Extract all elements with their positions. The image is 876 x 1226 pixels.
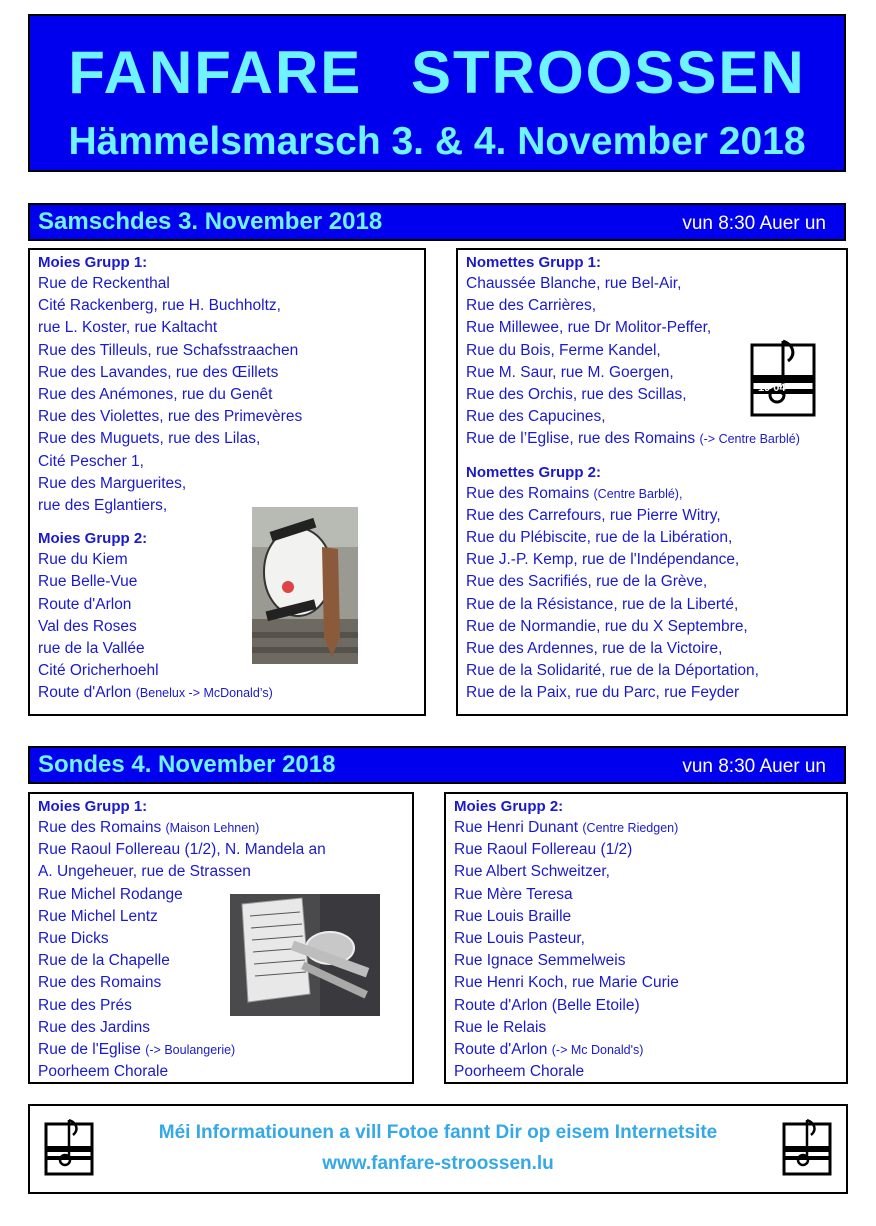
group-title: Moies Grupp 1:	[38, 798, 148, 815]
saturday-morning-box	[28, 248, 426, 716]
fanfare-logo-icon	[42, 1116, 96, 1180]
street-item: Rue des Marguerites,	[38, 474, 187, 492]
group-title: Nomettes Grupp 1:	[466, 254, 602, 271]
street-item: Rue de Reckenthal	[38, 275, 170, 292]
street-name: Rue des Romains	[38, 819, 162, 836]
street-item: Poorheem Chorale	[454, 1063, 585, 1081]
street-item: Rue du Plébiscite, rue de la Libération,	[466, 529, 733, 547]
street-item: Cité Oricherhoehl	[38, 662, 159, 680]
saturday-afternoon-box	[456, 248, 848, 716]
street-item: Rue du Bois, Ferme Kandel,	[466, 341, 661, 359]
street-name: Route d'Arlon	[38, 684, 132, 702]
street-note: (Benelux -> McDonald’s)	[135, 686, 273, 701]
street-item: Rue des Sacrifiés, rue de la Grève,	[466, 573, 708, 591]
street-item	[38, 817, 404, 839]
drum-photo	[252, 507, 358, 664]
street-item: Rue des Romains	[38, 974, 162, 992]
street-item: Route d'Arlon	[38, 595, 132, 613]
street-item: Rue J.-P. Kemp, rue de l'Indépendance,	[466, 551, 740, 569]
group-title: Moies Grupp 1:	[38, 254, 148, 271]
street-list	[38, 549, 416, 704]
street-item: rue de la Vallée	[38, 640, 145, 658]
street-item: Rue Ignace Semmelweis	[454, 952, 626, 970]
street-item: Rue des Prés	[38, 996, 132, 1014]
street-name: Route d'Arlon	[454, 1041, 548, 1059]
street-item: Rue Louis Braille	[454, 907, 572, 925]
street-item: Rue Belle-Vue	[38, 573, 138, 591]
street-item: Rue Dicks	[38, 930, 109, 948]
street-item: Rue du Kiem	[38, 551, 128, 569]
street-item: Rue Michel Lentz	[38, 907, 158, 925]
website-link[interactable]: www.fanfare-stroossen.lu	[322, 1153, 554, 1174]
street-item: rue L. Koster, rue Kaltacht	[38, 319, 218, 337]
street-item: Rue des Carrières,	[466, 297, 597, 315]
street-list	[454, 817, 838, 1083]
saturday-date: Samschdes 3. November 2018	[38, 208, 383, 235]
street-item	[454, 1039, 838, 1061]
street-name: Rue de l’Eglise, rue des Romains	[466, 430, 696, 448]
street-item: Rue Millewee, rue Dr Molitor-Peffer,	[466, 319, 712, 337]
street-item: Val des Roses	[38, 617, 137, 635]
street-name: Rue Henri Dunant	[454, 819, 579, 836]
street-item: Rue de la Paix, rue du Parc, rue Feyder	[466, 684, 740, 702]
street-item: Rue Raoul Follereau (1/2), N. Mandela an	[38, 841, 326, 859]
sunday-header	[28, 746, 846, 784]
street-list	[466, 483, 838, 705]
street-item: Rue Albert Schweitzer,	[454, 863, 610, 881]
street-item: Rue de la Résistance, rue de la Liberté,	[466, 595, 739, 613]
street-item	[38, 1039, 404, 1061]
street-item: Rue des Carrefours, rue Pierre Witry,	[466, 506, 721, 524]
street-item: Cité Pescher 1,	[38, 452, 144, 470]
street-note: (-> Mc Donald's)	[551, 1043, 644, 1058]
street-item: Rue des Capucines,	[466, 408, 606, 426]
street-item: Rue des Muguets, rue des Lilas,	[38, 430, 261, 448]
group-title: Nomettes Grupp 2:	[466, 463, 602, 481]
street-item: Rue Louis Pasteur,	[454, 930, 585, 948]
group-title: Moies Grupp 2:	[454, 798, 564, 815]
street-item	[38, 682, 416, 704]
street-note: (-> Boulangerie)	[145, 1043, 236, 1058]
street-item: Rue Mère Teresa	[454, 885, 573, 903]
street-item: Rue des Orchis, rue des Scillas,	[466, 386, 687, 404]
fanfare-logo-icon	[780, 1116, 834, 1180]
street-item: A. Ungeheuer, rue de Strassen	[38, 863, 251, 881]
saturday-header	[28, 203, 846, 241]
street-item: Rue Henri Koch, rue Marie Curie	[454, 974, 679, 992]
sunday-date: Sondes 4. November 2018	[38, 751, 336, 778]
street-item: Rue des Ardennes, rue de la Victoire,	[466, 640, 723, 658]
page-title: FANFARE STROOSSEN	[68, 39, 806, 106]
saturday-time: vun 8:30 Auer un	[682, 213, 826, 234]
street-name: Rue de l'Eglise	[38, 1041, 141, 1059]
trumpet-photo	[230, 894, 380, 1016]
street-note: (Centre Barblé),	[593, 486, 683, 501]
street-item: Rue Michel Rodange	[38, 885, 183, 903]
logo-text: 19 04	[758, 382, 786, 394]
street-item: Rue Raoul Follereau (1/2)	[454, 841, 633, 859]
group-title: Moies Grupp 2:	[38, 530, 148, 548]
street-item: Rue des Violettes, rue des Primevères	[38, 408, 303, 426]
fanfare-logo-icon	[744, 335, 822, 421]
street-note: (Maison Lehnen)	[165, 821, 260, 835]
footer-box	[28, 1104, 848, 1194]
street-item: Rue M. Saur, rue M. Goergen,	[466, 363, 674, 381]
street-item: Rue des Jardins	[38, 1018, 151, 1036]
street-note: (Centre Riedgen)	[582, 821, 679, 835]
street-item: Rue des Anémones, rue du Genêt	[38, 386, 273, 404]
street-item	[466, 428, 838, 450]
street-item: Rue le Relais	[454, 1018, 547, 1036]
street-name: Rue des Romains	[466, 484, 590, 502]
street-item: Rue des Lavandes, rue des Œillets	[38, 363, 279, 381]
street-item: Chaussée Blanche, rue Bel-Air,	[466, 275, 682, 292]
street-item	[466, 483, 838, 505]
street-item: Route d'Arlon (Belle Etoile)	[454, 996, 640, 1014]
street-list	[38, 273, 416, 517]
street-item: Cité Rackenberg, rue H. Buchholtz,	[38, 297, 281, 315]
page-subtitle: Hämmelsmarsch 3. & 4. November 2018	[68, 120, 806, 163]
street-item: Poorheem Chorale	[38, 1063, 169, 1081]
page-header	[28, 14, 846, 172]
street-item: Rue de Normandie, rue du X Septembre,	[466, 617, 748, 635]
street-item	[454, 817, 838, 839]
sunday-group2-box	[444, 792, 848, 1084]
street-item: Rue de la Solidarité, rue de la Déportation,	[466, 662, 759, 680]
sunday-time: vun 8:30 Auer un	[682, 756, 826, 777]
street-item: Rue des Tilleuls, rue Schafsstraachen	[38, 341, 299, 359]
street-item: Rue de la Chapelle	[38, 952, 170, 970]
street-item: rue des Eglantiers,	[38, 497, 168, 515]
street-note: (-> Centre Barblé)	[699, 432, 800, 447]
footer-info: Méi Informatiounen a vill Fotoe fannt Dir op eisem Internetsite	[158, 1122, 718, 1143]
